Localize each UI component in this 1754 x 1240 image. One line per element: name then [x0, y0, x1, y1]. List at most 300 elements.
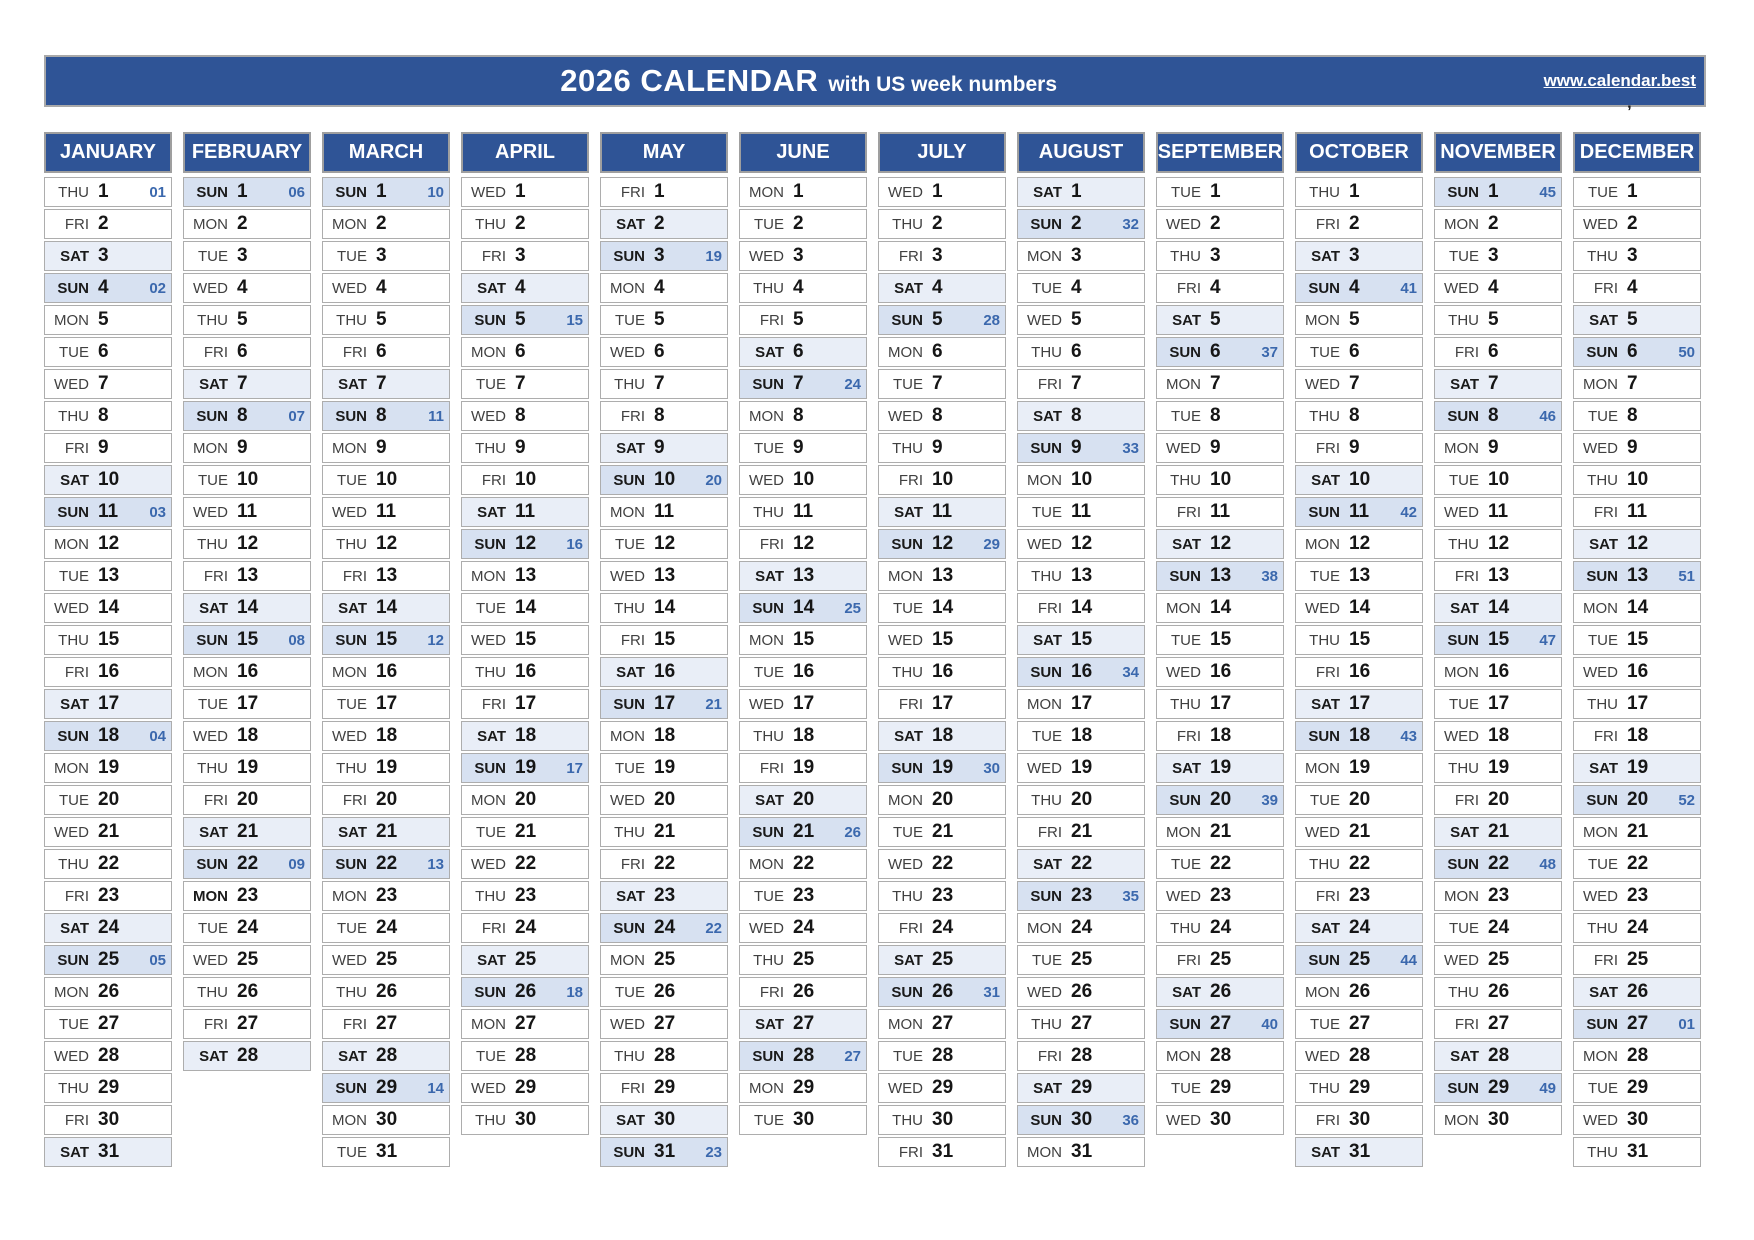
weekday-label: FRI [898, 1143, 923, 1161]
weekday-label: WED [1305, 599, 1340, 617]
day-number: 8 [1210, 405, 1221, 426]
day-row [1573, 657, 1701, 687]
day-row [600, 529, 728, 559]
day-number: 23 [1071, 885, 1093, 906]
weekday-label: TUE [893, 1047, 923, 1065]
day-row [322, 657, 450, 687]
day-row [1434, 561, 1562, 591]
weekday-label: WED [471, 1079, 506, 1097]
week-number: 14 [427, 1079, 444, 1097]
weekday-label: FRI [481, 919, 506, 937]
weekday-label: THU [892, 887, 923, 905]
day-number: 23 [237, 885, 259, 906]
day-number: 8 [376, 405, 387, 426]
week-number: 30 [983, 759, 1000, 777]
weekday-label: WED [749, 919, 784, 937]
weekday-label: SAT [60, 471, 89, 489]
day-number: 26 [793, 981, 815, 1002]
day-row [600, 625, 728, 655]
day-number: 30 [793, 1109, 815, 1130]
day-number: 14 [932, 597, 954, 618]
day-number: 9 [793, 437, 804, 458]
day-number: 29 [515, 1077, 537, 1098]
day-number: 1 [1488, 181, 1499, 202]
weekday-label: THU [1309, 855, 1340, 873]
weekday-label: THU [1587, 695, 1618, 713]
week-number: 43 [1400, 727, 1417, 745]
weekday-label: MON [749, 855, 784, 873]
month-header: JANUARY [44, 132, 172, 173]
weekday-label: FRI [64, 1111, 89, 1129]
weekday-label: MON [1583, 1047, 1618, 1065]
day-row [739, 593, 867, 623]
weekday-label: THU [58, 855, 89, 873]
weekday-label: WED [471, 631, 506, 649]
weekday-label: WED [610, 791, 645, 809]
day-number: 3 [1488, 245, 1499, 266]
week-number: 40 [1261, 1015, 1278, 1033]
day-row [322, 273, 450, 303]
weekday-label: THU [58, 183, 89, 201]
day-number: 14 [1488, 597, 1510, 618]
day-number: 24 [654, 917, 676, 938]
day-number: 17 [237, 693, 259, 714]
day-number: 1 [237, 181, 248, 202]
day-row [461, 337, 589, 367]
day-row [44, 721, 172, 751]
weekday-label: WED [1583, 663, 1618, 681]
day-row [1295, 497, 1423, 527]
day-number: 26 [376, 981, 398, 1002]
day-row [1573, 433, 1701, 463]
day-row [1573, 401, 1701, 431]
weekday-label: SAT [199, 599, 228, 617]
day-number: 2 [1488, 213, 1499, 234]
day-row [739, 721, 867, 751]
day-number: 8 [1488, 405, 1499, 426]
day-number: 12 [98, 533, 120, 554]
weekday-label: TUE [1449, 247, 1479, 265]
week-number: 25 [844, 599, 861, 617]
day-row [1434, 977, 1562, 1007]
weekday-label: TUE [198, 695, 228, 713]
day-number: 17 [515, 693, 537, 714]
weekday-label: THU [1031, 791, 1062, 809]
weekday-label: MON [193, 887, 228, 905]
weekday-label: SUN [1169, 567, 1201, 585]
day-number: 16 [1349, 661, 1371, 682]
day-number: 1 [1210, 181, 1221, 202]
weekday-label: SAT [755, 567, 784, 585]
weekday-label: TUE [1310, 343, 1340, 361]
weekday-label: THU [197, 311, 228, 329]
weekday-label: SAT [616, 215, 645, 233]
day-number: 4 [98, 277, 109, 298]
weekday-label: TUE [476, 599, 506, 617]
day-number: 14 [654, 597, 676, 618]
day-number: 21 [376, 821, 398, 842]
day-number: 15 [376, 629, 398, 650]
day-number: 11 [237, 501, 258, 522]
day-number: 16 [515, 661, 537, 682]
day-row [1573, 561, 1701, 591]
day-row [878, 1041, 1006, 1071]
day-number: 3 [793, 245, 804, 266]
weekday-label: SUN [1586, 1015, 1618, 1033]
day-number: 24 [932, 917, 954, 938]
day-number: 23 [793, 885, 815, 906]
week-number: 26 [844, 823, 861, 841]
week-number: 07 [288, 407, 305, 425]
day-number: 13 [793, 565, 815, 586]
day-number: 26 [98, 981, 120, 1002]
day-number: 17 [1349, 693, 1371, 714]
day-number: 24 [1627, 917, 1649, 938]
weekday-label: MON [54, 311, 89, 329]
weekday-label: WED [610, 343, 645, 361]
weekday-label: WED [332, 951, 367, 969]
day-row [1573, 945, 1701, 975]
day-row [183, 881, 311, 911]
day-number: 6 [237, 341, 248, 362]
day-row [1434, 1009, 1562, 1039]
day-row [44, 1041, 172, 1071]
day-number: 18 [515, 725, 537, 746]
day-row [1573, 1137, 1701, 1167]
day-number: 15 [654, 629, 676, 650]
day-number: 19 [1627, 757, 1649, 778]
day-row [1156, 305, 1284, 335]
weekday-label: SUN [474, 535, 506, 553]
weekday-label: MON [471, 791, 506, 809]
day-row [44, 881, 172, 911]
day-row [1434, 305, 1562, 335]
day-row [1434, 497, 1562, 527]
day-number: 9 [376, 437, 387, 458]
day-row [1017, 945, 1145, 975]
day-number: 8 [1071, 405, 1082, 426]
day-number: 10 [793, 469, 815, 490]
day-number: 28 [1210, 1045, 1232, 1066]
weekday-label: TUE [476, 823, 506, 841]
day-number: 9 [237, 437, 248, 458]
day-row [1156, 529, 1284, 559]
weekday-label: TUE [1032, 279, 1062, 297]
week-number: 52 [1678, 791, 1695, 809]
weekday-label: THU [1309, 631, 1340, 649]
day-number: 15 [1349, 629, 1371, 650]
weekday-label: TUE [59, 1015, 89, 1033]
weekday-label: TUE [615, 535, 645, 553]
day-row [1434, 1105, 1562, 1135]
day-number: 13 [1071, 565, 1093, 586]
month-header: MARCH [322, 132, 450, 173]
weekday-label: SAT [1172, 983, 1201, 1001]
day-row [44, 465, 172, 495]
day-number: 11 [1627, 501, 1648, 522]
day-row [600, 433, 728, 463]
month-january [44, 132, 172, 1167]
day-number: 10 [1488, 469, 1510, 490]
weekday-label: TUE [1171, 631, 1201, 649]
day-row [878, 945, 1006, 975]
day-row [1434, 913, 1562, 943]
weekday-label: WED [1305, 823, 1340, 841]
day-number: 20 [1210, 789, 1232, 810]
weekday-label: FRI [620, 183, 645, 201]
weekday-label: SUN [613, 247, 645, 265]
day-number: 30 [932, 1109, 954, 1130]
weekday-label: TUE [1588, 631, 1618, 649]
weekday-label: SUN [1586, 791, 1618, 809]
weekday-label: FRI [1176, 279, 1201, 297]
weekday-label: THU [614, 823, 645, 841]
day-number: 3 [1349, 245, 1360, 266]
day-row [1295, 913, 1423, 943]
day-number: 17 [654, 693, 676, 714]
day-row [1295, 177, 1423, 207]
day-row [1017, 369, 1145, 399]
day-number: 14 [1210, 597, 1232, 618]
weekday-label: FRI [620, 855, 645, 873]
day-row [1295, 1009, 1423, 1039]
day-row [1156, 881, 1284, 911]
day-row [183, 369, 311, 399]
weekday-label: SUN [613, 1143, 645, 1161]
weekday-label: TUE [1032, 503, 1062, 521]
day-number: 1 [376, 181, 387, 202]
day-row [322, 817, 450, 847]
day-row [1156, 785, 1284, 815]
weekday-label: WED [54, 599, 89, 617]
day-row [1434, 657, 1562, 687]
day-row [461, 369, 589, 399]
day-number: 12 [1627, 533, 1649, 554]
weekday-label: SAT [1311, 471, 1340, 489]
day-number: 26 [654, 981, 676, 1002]
weekday-label: THU [892, 663, 923, 681]
weekday-label: SAT [199, 823, 228, 841]
day-row [739, 785, 867, 815]
day-row [44, 209, 172, 239]
day-row [1295, 817, 1423, 847]
day-number: 25 [237, 949, 259, 970]
month-june [739, 132, 867, 1167]
day-number: 12 [1349, 533, 1371, 554]
weekday-label: FRI [64, 887, 89, 905]
weekday-label: MON [332, 1111, 367, 1129]
weekday-label: SUN [196, 183, 228, 201]
day-row [44, 689, 172, 719]
day-row [878, 241, 1006, 271]
day-row [1434, 337, 1562, 367]
day-number: 18 [654, 725, 676, 746]
week-number: 17 [566, 759, 583, 777]
week-number: 35 [1122, 887, 1139, 905]
weekday-label: MON [749, 631, 784, 649]
day-row [739, 529, 867, 559]
day-row [600, 1041, 728, 1071]
day-number: 24 [1488, 917, 1510, 938]
weekday-label: WED [749, 695, 784, 713]
weekday-label: FRI [898, 247, 923, 265]
day-number: 6 [98, 341, 109, 362]
day-row [461, 817, 589, 847]
day-row [878, 593, 1006, 623]
day-number: 3 [1627, 245, 1638, 266]
day-number: 27 [515, 1013, 537, 1034]
day-number: 21 [932, 821, 954, 842]
weekday-label: SUN [1447, 1079, 1479, 1097]
day-row [183, 401, 311, 431]
weekday-label: SUN [891, 311, 923, 329]
day-row [44, 593, 172, 623]
day-row [1017, 689, 1145, 719]
day-number: 25 [376, 949, 398, 970]
weekday-label: WED [1305, 1047, 1340, 1065]
day-row [1573, 753, 1701, 783]
weekday-label: THU [614, 1047, 645, 1065]
day-number: 1 [1349, 181, 1360, 202]
day-number: 8 [793, 405, 804, 426]
week-number: 01 [1678, 1015, 1695, 1033]
week-number: 16 [566, 535, 583, 553]
weekday-label: SUN [1030, 215, 1062, 233]
weekday-label: WED [332, 279, 367, 297]
weekday-label: SAT [338, 599, 367, 617]
day-row [1156, 369, 1284, 399]
day-row [1017, 753, 1145, 783]
day-row [600, 881, 728, 911]
day-number: 20 [237, 789, 259, 810]
weekday-label: SUN [57, 727, 89, 745]
day-number: 2 [932, 213, 943, 234]
weekday-label: SAT [199, 375, 228, 393]
day-number: 16 [1627, 661, 1649, 682]
day-number: 24 [237, 917, 259, 938]
weekday-label: SUN [474, 311, 506, 329]
day-row [739, 1009, 867, 1039]
day-number: 4 [1627, 277, 1638, 298]
day-number: 11 [654, 501, 675, 522]
day-row [878, 529, 1006, 559]
day-number: 27 [1071, 1013, 1093, 1034]
weekday-label: MON [888, 567, 923, 585]
weekday-label: TUE [1588, 183, 1618, 201]
weekday-label: FRI [898, 471, 923, 489]
day-row [1017, 913, 1145, 943]
day-row [1434, 817, 1562, 847]
weekday-label: SAT [616, 887, 645, 905]
day-row [461, 753, 589, 783]
weekday-label: MON [1027, 1143, 1062, 1161]
day-number: 17 [932, 693, 954, 714]
day-row [183, 945, 311, 975]
day-number: 23 [515, 885, 537, 906]
day-number: 4 [1349, 277, 1360, 298]
day-row [44, 849, 172, 879]
day-row [1573, 721, 1701, 751]
day-row [1295, 689, 1423, 719]
weekday-label: THU [753, 503, 784, 521]
day-number: 17 [1071, 693, 1093, 714]
weekday-label: TUE [893, 823, 923, 841]
weekday-label: WED [193, 279, 228, 297]
week-number: 15 [566, 311, 583, 329]
day-number: 17 [793, 693, 815, 714]
day-row [1156, 1041, 1284, 1071]
day-row [1434, 593, 1562, 623]
weekday-label: MON [1166, 599, 1201, 617]
stray-mark-artifact: ’ [1627, 102, 1632, 121]
weekday-label: SAT [199, 1047, 228, 1065]
weekday-label: MON [749, 407, 784, 425]
weekday-label: WED [54, 1047, 89, 1065]
weekday-label: SUN [335, 407, 367, 425]
day-row [1573, 337, 1701, 367]
day-number: 19 [1349, 757, 1371, 778]
day-number: 9 [98, 437, 109, 458]
week-number: 51 [1678, 567, 1695, 585]
week-number: 21 [705, 695, 722, 713]
day-number: 23 [1210, 885, 1232, 906]
weekday-label: FRI [203, 567, 228, 585]
day-row [1573, 913, 1701, 943]
weekday-label: THU [336, 759, 367, 777]
weekday-label: MON [1444, 1111, 1479, 1129]
weekday-label: THU [475, 887, 506, 905]
week-number: 42 [1400, 503, 1417, 521]
weekday-label: SAT [755, 1015, 784, 1033]
weekday-label: SUN [57, 503, 89, 521]
day-row [739, 241, 867, 271]
weekday-label: WED [1027, 983, 1062, 1001]
weekday-label: TUE [1171, 855, 1201, 873]
weekday-label: TUE [59, 791, 89, 809]
day-number: 22 [1627, 853, 1649, 874]
day-row [322, 1009, 450, 1039]
weekday-label: TUE [754, 887, 784, 905]
day-number: 30 [1488, 1109, 1510, 1130]
month-september [1156, 132, 1284, 1167]
day-number: 6 [1071, 341, 1082, 362]
weekday-label: FRI [759, 311, 784, 329]
day-number: 25 [1210, 949, 1232, 970]
day-row [183, 689, 311, 719]
day-row [44, 561, 172, 591]
day-row [600, 465, 728, 495]
day-row [1295, 881, 1423, 911]
weekday-label: THU [1170, 695, 1201, 713]
day-row [739, 337, 867, 367]
day-number: 20 [98, 789, 120, 810]
weekday-label: SAT [1589, 311, 1618, 329]
day-number: 4 [793, 277, 804, 298]
weekday-label: MON [1444, 439, 1479, 457]
website-link[interactable]: www.calendar.best [1543, 71, 1696, 90]
day-row [44, 817, 172, 847]
day-number: 28 [376, 1045, 398, 1066]
day-row [322, 913, 450, 943]
banner-title [560, 63, 1057, 99]
month-header: AUGUST [1017, 132, 1145, 173]
weekday-label: SAT [1311, 919, 1340, 937]
day-number: 25 [98, 949, 120, 970]
day-row [1434, 721, 1562, 751]
day-number: 24 [98, 917, 120, 938]
day-number: 18 [1488, 725, 1510, 746]
weekday-label: TUE [615, 311, 645, 329]
